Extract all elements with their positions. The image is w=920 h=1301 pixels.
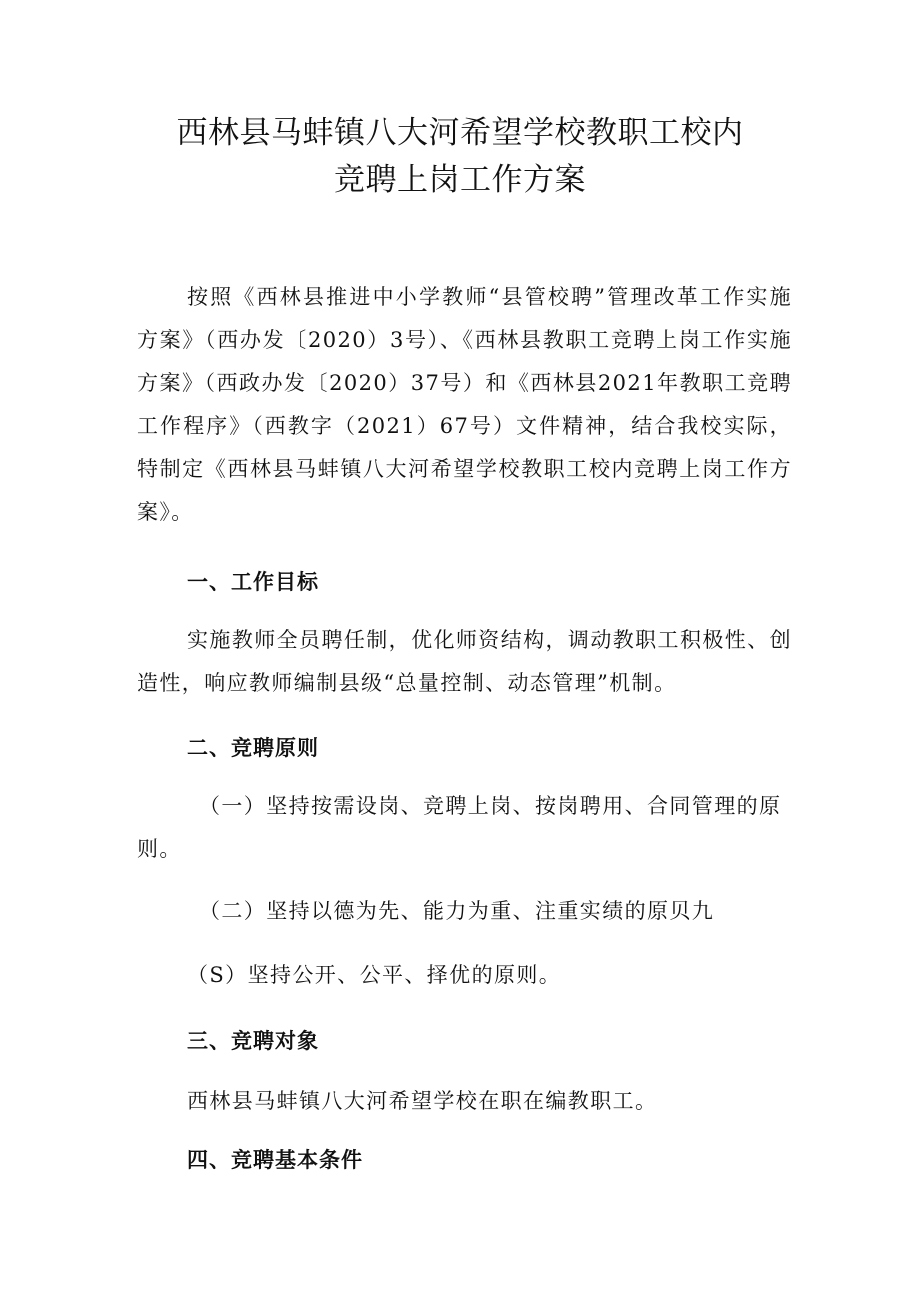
document-title-line-2: 竞聘上岗工作方案 <box>334 162 586 198</box>
intro-paragraph: 按照《西林县推进中小学教师“县管校聘”管理改革工作实施方案》（西办发〔2020）3号）、《西林县教职工竞聘上岗工作实施方案》（西政办发〔2020）37号）和《西林县2021年教职工竞聘工作程序》（西教字（2021）67号）文件精神，结合我校实际，特制定《西林县马蚌镇八大河希望学校教职工校内竞聘上岗工作方案》。 <box>137 285 792 524</box>
section-text-targets: 西林县马蚌镇八大河希望学校在职在编教职工。 <box>187 1089 658 1113</box>
section-heading-conditions: 四、竞聘基本条件 <box>187 1148 363 1172</box>
section-heading-targets: 三、竞聘对象 <box>187 1029 319 1053</box>
principle-item-3: （S）坚持公开、公平、择优的原则。 <box>187 963 562 987</box>
document-title-line-1: 西林县马蚌镇八大河希望学校教职工校内 <box>176 115 744 151</box>
section-heading-principles: 二、竞聘原则 <box>187 736 319 760</box>
section-heading-goals: 一、工作目标 <box>187 570 319 594</box>
section-text-goals: 实施教师全员聘任制，优化师资结构，调动教职工积极性、创造性，响应教师编制县级“总量控制、动态管理”机制。 <box>137 628 792 695</box>
principle-item-2: （二）坚持以德为先、能力为重、注重实绩的原贝九 <box>199 899 715 923</box>
principle-item-1: （一）坚持按需设岗、竞聘上岗、按岗聘用、合同管理的原则。 <box>137 794 782 861</box>
